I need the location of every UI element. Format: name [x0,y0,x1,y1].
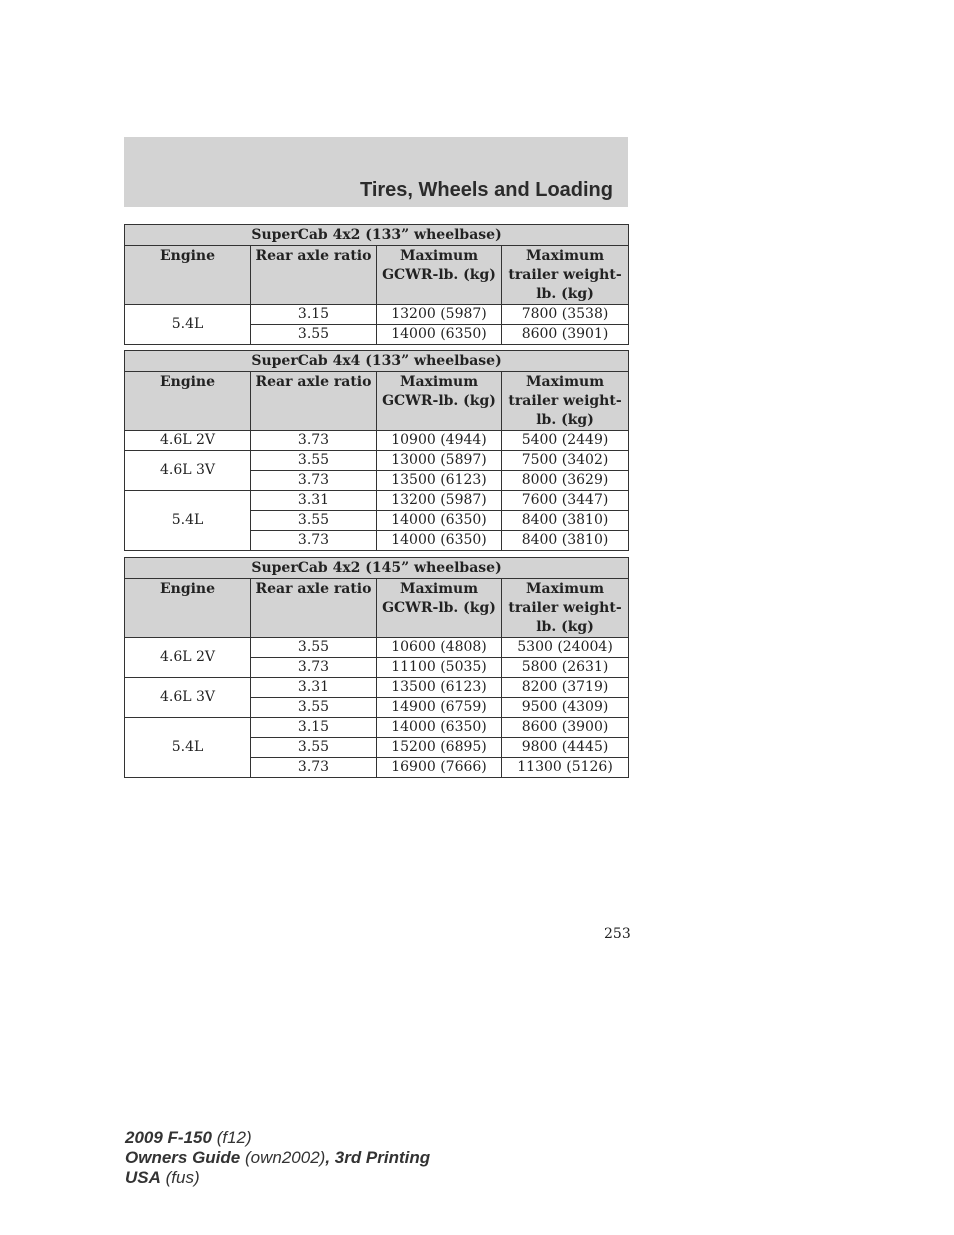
table-header-row [125,372,629,431]
towing-table-supercab-4x2-145 [124,557,629,778]
max-gcwr-cell: 14900 (6759) [377,698,502,718]
column-header-max-trailer-weight: Maximum trailer weight-lb. (kg) [502,579,629,638]
engine-cell: 4.6L 3V [125,451,251,491]
rear-axle-ratio-cell: 3.55 [251,511,377,531]
rear-axle-ratio-cell: 3.15 [251,305,377,325]
max-trailer-weight-cell: 7800 (3538) [502,305,629,325]
engine-cell: 5.4L [125,491,251,551]
max-trailer-weight-cell: 5300 (24004) [502,638,629,658]
footer-model-code: (f12) [216,1128,252,1147]
table-row [125,638,629,658]
rear-axle-ratio-cell: 3.31 [251,491,377,511]
max-gcwr-cell: 13000 (5897) [377,451,502,471]
table-row [125,718,629,738]
rear-axle-ratio-cell: 3.73 [251,658,377,678]
table-row [125,491,629,511]
column-header-engine: Engine [125,246,251,305]
column-header-engine: Engine [125,372,251,431]
footer-market: USA [125,1168,161,1187]
max-trailer-weight-cell: 5400 (2449) [502,431,629,451]
max-trailer-weight-cell: 8600 (3900) [502,718,629,738]
towing-table-supercab-4x2-133 [124,224,629,345]
rear-axle-ratio-cell: 3.73 [251,471,377,491]
max-trailer-weight-cell: 5800 (2631) [502,658,629,678]
max-trailer-weight-cell: 8400 (3810) [502,531,629,551]
table-caption: SuperCab 4x2 (145” wheelbase) [125,558,629,579]
table-row [125,678,629,698]
max-trailer-weight-cell: 8600 (3901) [502,325,629,345]
table-row [125,451,629,471]
table-header-row [125,579,629,638]
max-gcwr-cell: 15200 (6895) [377,738,502,758]
table-caption: SuperCab 4x2 (133” wheelbase) [125,225,629,246]
column-header-rear-axle-ratio: Rear axle ratio [251,372,377,431]
max-trailer-weight-cell: 9500 (4309) [502,698,629,718]
rear-axle-ratio-cell: 3.55 [251,638,377,658]
max-gcwr-cell: 16900 (7666) [377,758,502,778]
max-gcwr-cell: 13500 (6123) [377,678,502,698]
max-trailer-weight-cell: 7600 (3447) [502,491,629,511]
footer-line-guide [125,1148,430,1168]
rear-axle-ratio-cell: 3.15 [251,718,377,738]
max-gcwr-cell: 14000 (6350) [377,511,502,531]
column-header-max-gcwr: Maximum GCWR-lb. (kg) [377,372,502,431]
table-caption-row [125,558,629,579]
rear-axle-ratio-cell: 3.55 [251,698,377,718]
column-header-engine: Engine [125,579,251,638]
table-row [125,431,629,451]
table-header-row [125,246,629,305]
engine-cell: 5.4L [125,718,251,778]
max-trailer-weight-cell: 7500 (3402) [502,451,629,471]
rear-axle-ratio-cell: 3.55 [251,325,377,345]
engine-cell: 4.6L 3V [125,678,251,718]
footer [125,1128,430,1188]
max-trailer-weight-cell: 8400 (3810) [502,511,629,531]
table-caption-row [125,225,629,246]
rear-axle-ratio-cell: 3.31 [251,678,377,698]
footer-market-code: (fus) [165,1168,200,1187]
column-header-max-trailer-weight: Maximum trailer weight-lb. (kg) [502,372,629,431]
engine-cell: 4.6L 2V [125,431,251,451]
column-header-max-trailer-weight: Maximum trailer weight-lb. (kg) [502,246,629,305]
rear-axle-ratio-cell: 3.55 [251,738,377,758]
section-header-band [124,137,628,207]
footer-printing: , 3rd Printing [325,1148,431,1167]
engine-cell: 5.4L [125,305,251,345]
rear-axle-ratio-cell: 3.73 [251,431,377,451]
max-gcwr-cell: 13200 (5987) [377,305,502,325]
footer-guide-code: (own2002) [244,1148,326,1167]
footer-line-market [125,1168,430,1188]
footer-model: 2009 F-150 [125,1128,212,1147]
column-header-max-gcwr: Maximum GCWR-lb. (kg) [377,579,502,638]
max-gcwr-cell: 14000 (6350) [377,718,502,738]
max-gcwr-cell: 14000 (6350) [377,531,502,551]
max-gcwr-cell: 10900 (4944) [377,431,502,451]
max-gcwr-cell: 11100 (5035) [377,658,502,678]
towing-table-supercab-4x4-133 [124,350,629,551]
max-gcwr-cell: 10600 (4808) [377,638,502,658]
column-header-max-gcwr: Maximum GCWR-lb. (kg) [377,246,502,305]
max-gcwr-cell: 14000 (6350) [377,325,502,345]
table-caption: SuperCab 4x4 (133” wheelbase) [125,351,629,372]
column-header-rear-axle-ratio: Rear axle ratio [251,579,377,638]
max-gcwr-cell: 13500 (6123) [377,471,502,491]
section-title: Tires, Wheels and Loading [359,179,613,201]
engine-cell: 4.6L 2V [125,638,251,678]
rear-axle-ratio-cell: 3.55 [251,451,377,471]
footer-guide: Owners Guide [125,1148,241,1167]
table-caption-row [125,351,629,372]
table-row [125,305,629,325]
max-trailer-weight-cell: 8200 (3719) [502,678,629,698]
rear-axle-ratio-cell: 3.73 [251,531,377,551]
max-trailer-weight-cell: 9800 (4445) [502,738,629,758]
max-trailer-weight-cell: 11300 (5126) [502,758,629,778]
max-gcwr-cell: 13200 (5987) [377,491,502,511]
footer-line-model [125,1128,430,1148]
page-number: 253 [604,926,631,942]
rear-axle-ratio-cell: 3.73 [251,758,377,778]
max-trailer-weight-cell: 8000 (3629) [502,471,629,491]
column-header-rear-axle-ratio: Rear axle ratio [251,246,377,305]
